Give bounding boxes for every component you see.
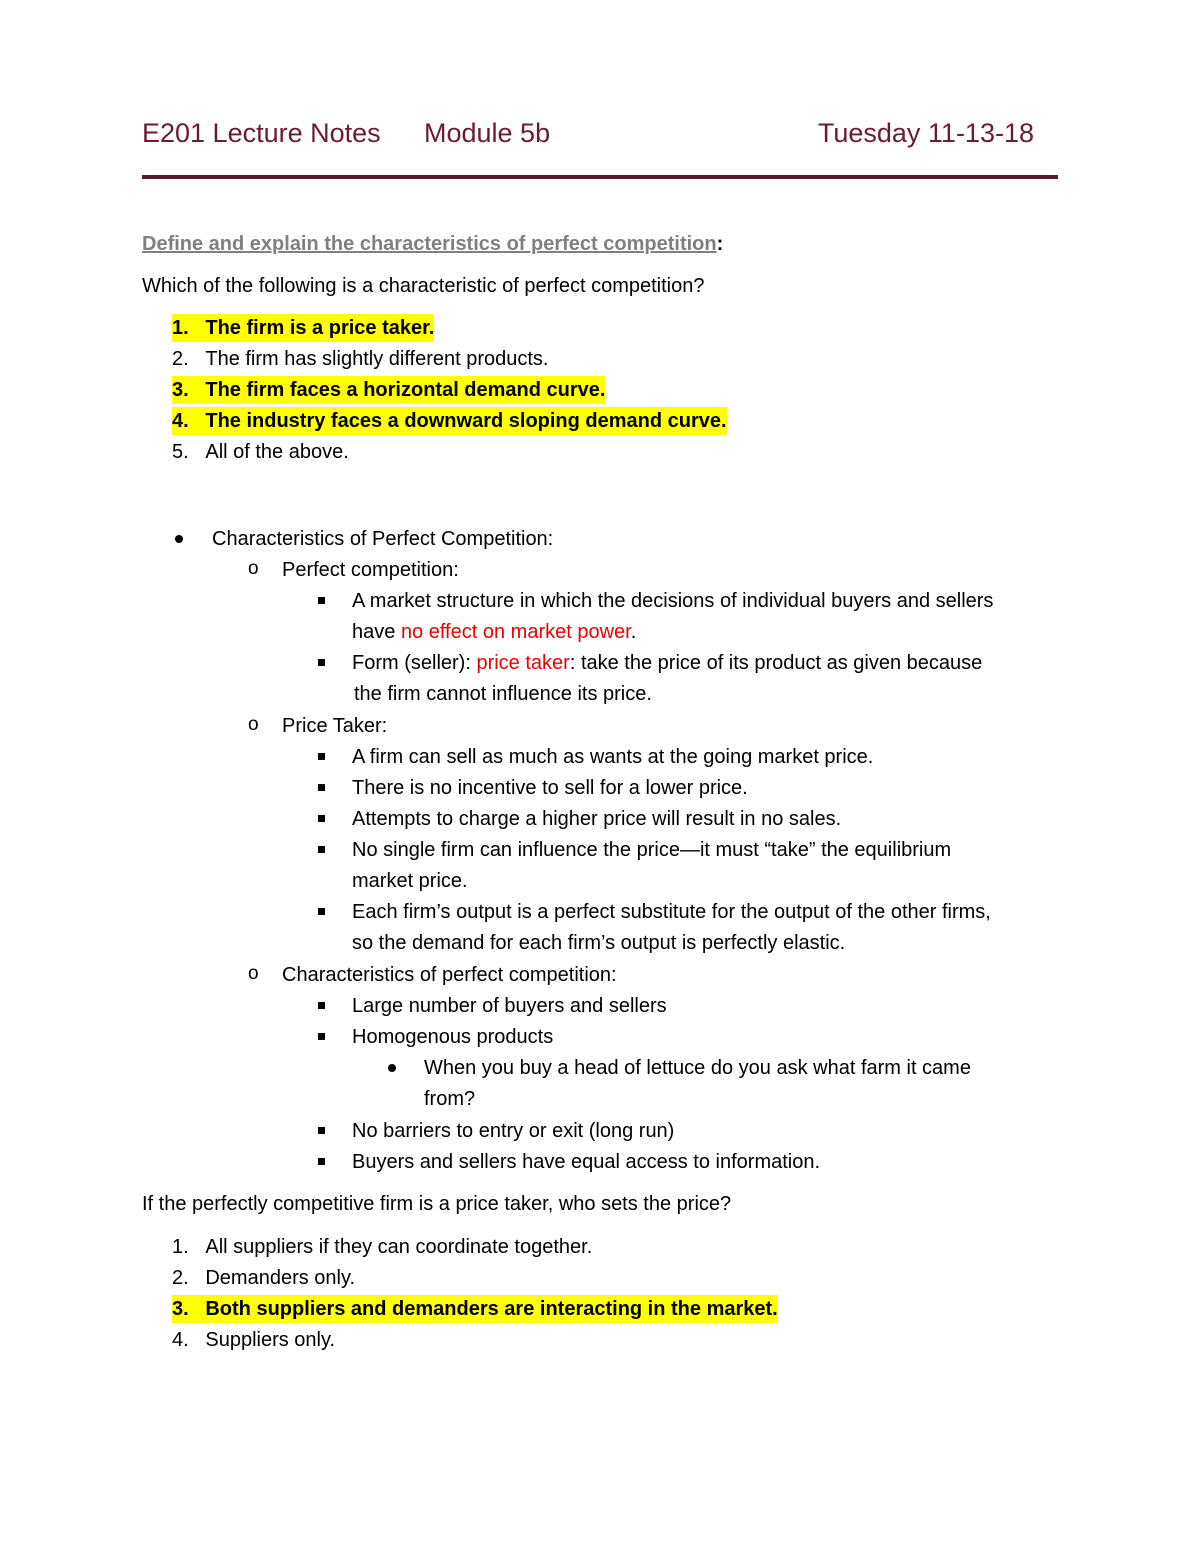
bullet-dot-icon [175,535,183,543]
square-bullet-icon [318,1127,325,1134]
square-bullet-icon [318,597,325,604]
bullet-dot-icon [388,1064,396,1072]
question-1-text: Which of the following is a characteristic of perfect competition? [142,275,705,297]
pc-item-1-line-1: A market structure in which the decisions of individual buyers and sellers [352,590,994,612]
pc-item-2-line-2: the firm cannot influence its price. [354,683,652,705]
ch-item-4: Buyers and sellers have equal access to information. [352,1151,821,1173]
pt-item-2: There is no incentive to sell for a lower price. [352,777,748,799]
square-bullet-icon [318,908,325,915]
pt-item-4-line-1: No single firm can influence the price—it must “take” the equilibrium [352,839,952,861]
square-bullet-icon [318,753,325,760]
question-2-text: If the perfectly competitive firm is a price taker, who sets the price? [142,1193,732,1215]
header-date: Tuesday 11-13-18 [817,118,1034,148]
header-title: E201 Lecture Notes [142,118,381,148]
pt-item-5-line-2: so the demand for each firm’s output is perfectly elastic. [352,932,846,954]
q1-option-2: 2. The firm has slightly different products. [172,348,549,370]
pc-item-1-line-2: have no effect on market power. [352,621,637,643]
square-bullet-icon [318,784,325,791]
square-bullet-icon [318,1033,325,1040]
ch-item-2: Homogenous products [352,1026,554,1048]
header-rule [142,175,1058,179]
characteristics-label: Characteristics of perfect competition: [282,964,617,986]
q2-option-2: 2. Demanders only. [172,1267,356,1289]
perfect-competition-label: Perfect competition: [282,559,459,581]
pt-item-1: A firm can sell as much as wants at the going market price. [352,746,874,768]
q1-option-3: 3. The firm faces a horizontal demand curve. [172,376,605,404]
square-bullet-icon [318,1158,325,1165]
section-heading: Define and explain the characteristics of perfect competition: [142,233,724,255]
q1-option-5: 5. All of the above. [172,441,349,463]
document-header [142,118,1058,158]
pc-item-2-line-1: Form (seller): price taker: take the price of its product as given because [352,652,983,674]
outline-top-item: Characteristics of Perfect Competition: [212,528,554,550]
square-bullet-icon [318,815,325,822]
ch-subitem-line-2: from? [424,1088,476,1110]
square-bullet-icon [318,659,325,666]
ch-item-3: No barriers to entry or exit (long run) [352,1120,675,1142]
q1-option-4: 4. The industry faces a downward sloping demand curve. [172,407,727,435]
hollow-bullet-icon: o [248,558,259,579]
no-effect-emphasis: no effect on market power [400,621,631,643]
pt-item-3: Attempts to charge a higher price will result in no sales. [352,808,842,830]
hollow-bullet-icon: o [248,714,259,735]
ch-item-1: Large number of buyers and sellers [352,995,667,1017]
pt-item-4-line-2: market price. [352,870,468,892]
square-bullet-icon [318,1002,325,1009]
q2-option-4: 4. Suppliers only. [172,1329,336,1351]
pt-item-5-line-1: Each firm’s output is a perfect substitute for the output of the other firms, [352,901,991,923]
q1-option-1: 1. The firm is a price taker. [172,314,434,342]
q2-option-1: 1. All suppliers if they can coordinate together. [172,1236,593,1258]
q2-option-3: 3. Both suppliers and demanders are interacting in the market. [172,1295,778,1323]
square-bullet-icon [318,846,325,853]
price-taker-emphasis: price taker [476,652,570,674]
price-taker-label: Price Taker: [282,715,388,737]
ch-subitem-line-1: When you buy a head of lettuce do you ask what farm it came [424,1057,971,1079]
hollow-bullet-icon: o [248,963,259,984]
header-module: Module 5b [424,118,551,148]
